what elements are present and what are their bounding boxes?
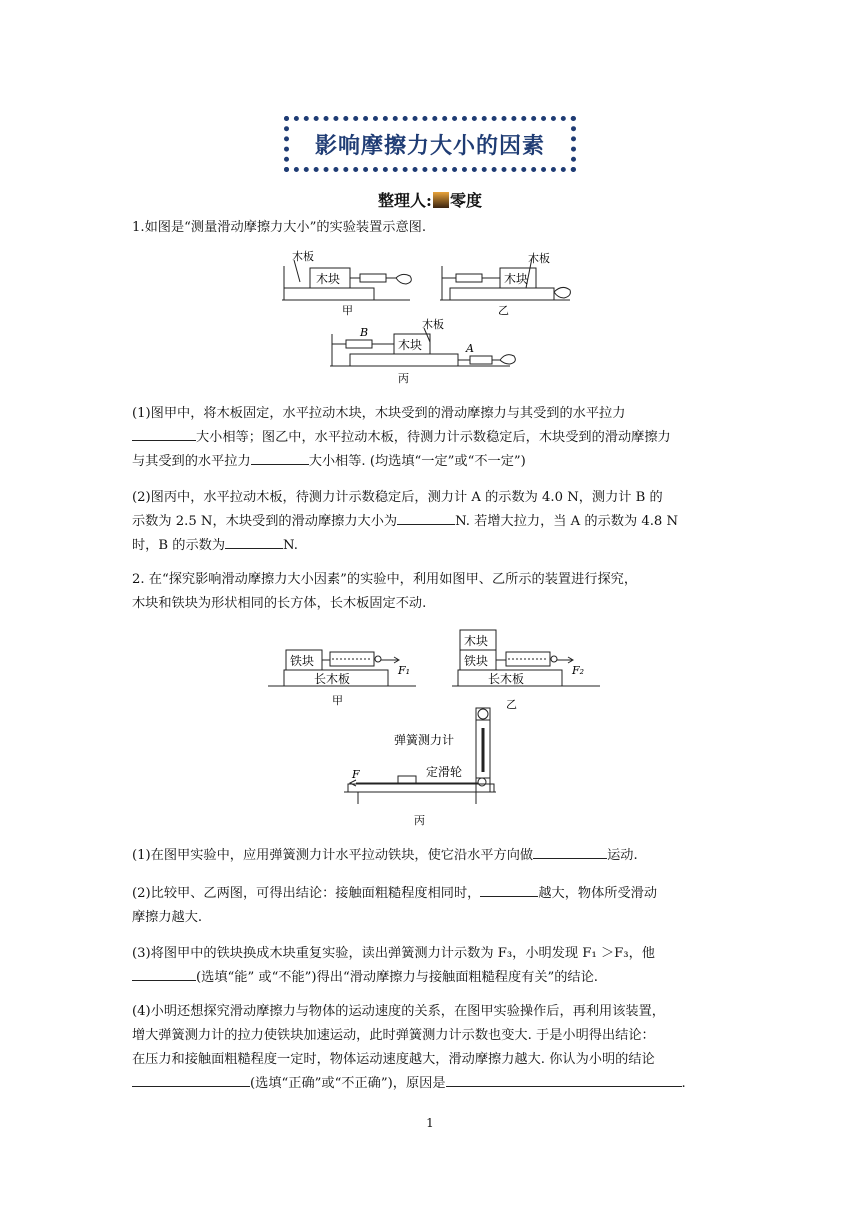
q2-blank-3[interactable]	[132, 966, 196, 981]
q1-part2	[132, 486, 732, 558]
q1-blank-2[interactable]	[251, 450, 309, 465]
q2-p4-line4b: (选填“正确”或“不正确”)，原因是	[250, 1076, 446, 1091]
fig2-pulley-label: 定滑轮	[426, 765, 463, 779]
q2-blank-1[interactable]	[533, 844, 607, 859]
q2-p4-line4c: .	[681, 1076, 686, 1091]
fig2-F-label: F	[352, 768, 360, 781]
q2-p1b: 运动.	[607, 848, 638, 863]
fig1-board-label: 木板	[292, 250, 314, 263]
fig1-jia-label: 甲	[342, 304, 353, 317]
q2-stem	[132, 568, 732, 616]
fig1-B-label: B	[360, 326, 369, 339]
sunset-icon	[433, 192, 449, 208]
fig2-F1-label: F₁	[398, 664, 411, 677]
title-box	[284, 116, 576, 172]
q1-p1-line3b: 大小相等. (均选填“一定”或“不一定”)	[308, 454, 526, 469]
q2-part2	[132, 882, 732, 930]
q2-part1	[132, 844, 732, 868]
q2-p3-line1: (3)将图甲中的铁块换成木块重复实验，读出弹簧测力计示数为 F₃，小明发现 F₁ ＞F₃，他	[132, 946, 655, 961]
q2-p4-line2: 增大弹簧测力计的拉力使铁块加速运动，此时弹簧测力计示数也变大. 于是小明得出结论：	[132, 1028, 655, 1043]
q1-p2-line3b: N.	[283, 538, 298, 553]
q2-part3	[132, 942, 732, 990]
fig1-board-label-3: 木板	[422, 318, 444, 331]
q2-p3-line2b: (选填“能” 或“不能”)得出“滑动摩擦力与接触面粗糙程度有关”的结论.	[196, 970, 598, 985]
fig1-bing-label: 丙	[398, 372, 409, 385]
q1-p2-line3a: 时，B 的示数为	[132, 538, 226, 553]
q1-blank-3[interactable]	[397, 510, 455, 525]
q1-stem: 1.如图是“测量滑动摩擦力大小”的实验装置示意图.	[132, 220, 427, 235]
q2-p2-line1a: (2)比较甲、乙两图，可得出结论：接触面粗糙程度相同时，	[132, 886, 481, 901]
author-line	[0, 188, 860, 211]
q1-p1-line2: 大小相等；图乙中，水平拉动木板，待测力计示数稳定后，木块受到的滑动摩擦力	[196, 430, 671, 445]
q2-blank-5[interactable]	[446, 1072, 682, 1087]
fig2-longboard-label: 长木板	[314, 672, 351, 686]
author-name: 零度	[449, 191, 482, 210]
q2-stem-line2: 木块和铁块为形状相同的长方体，长木板固定不动.	[132, 596, 427, 611]
fig2-longboard-label-2: 长木板	[488, 672, 525, 686]
q2-part4	[132, 1000, 732, 1096]
q2-figure	[266, 626, 606, 834]
fig1-board-label-2: 木板	[528, 252, 550, 265]
fig2-iron-label: 铁块	[290, 654, 315, 668]
fig2-wood-label: 木块	[464, 634, 489, 648]
fig2-F2-label: F₂	[572, 664, 585, 677]
fig1-A-label: A	[466, 342, 474, 355]
q1-part1	[132, 402, 732, 474]
q1-p1-line1: (1)图甲中，将木板固定，水平拉动木块，木块受到的滑动摩擦力与其受到的水平拉力	[132, 406, 626, 421]
q2-stem-line1: 2. 在“探究影响滑动摩擦力大小因素”的实验中，利用如图甲、乙所示的装置进行探究，	[132, 572, 638, 587]
q2-blank-2[interactable]	[480, 882, 538, 897]
q1-p2-line2b: N. 若增大拉力，当 A 的示数为 4.8 N	[455, 514, 679, 529]
fig1-block-label-2: 木块	[504, 272, 529, 286]
q2-p1a: (1)在图甲实验中，应用弹簧测力计水平拉动铁块，使它沿水平方向做	[132, 848, 534, 863]
q1-blank-1[interactable]	[132, 426, 196, 441]
fig2-bing-label: 丙	[414, 814, 425, 827]
q2-p4-line3: 在压力和接触面粗糙程度一定时，物体运动速度越大，滑动摩擦力越大. 你认为小明的结论	[132, 1052, 655, 1067]
q1-p1-line3a: 与其受到的水平拉力	[132, 454, 251, 469]
fig1-block-label: 木块	[316, 272, 341, 286]
q1-figure	[270, 248, 590, 392]
q2-p2-line2: 摩擦力越大.	[132, 910, 203, 925]
fig2-spring-label: 弹簧测力计	[394, 733, 455, 747]
page-title: 影响摩擦力大小的因素	[314, 133, 545, 159]
q1-p2-line1: (2)图丙中，水平拉动木板，待测力计示数稳定后，测力计 A 的示数为 4.0 N，测力计 B 的	[132, 490, 663, 505]
fig1-yi-label: 乙	[498, 304, 509, 317]
q2-blank-4[interactable]	[132, 1072, 250, 1087]
q2-p2-line1b: 越大，物体所受滑动	[538, 886, 658, 901]
fig1-block-label-3: 木块	[398, 338, 423, 352]
fig2-yi-label: 乙	[506, 698, 517, 711]
q1-p2-line2a: 示数为 2.5 N，木块受到的滑动摩擦力大小为	[132, 514, 398, 529]
fig2-jia-label: 甲	[332, 694, 343, 707]
author-prefix: 整理人:	[378, 191, 432, 210]
fig2-iron-label-2: 铁块	[464, 654, 489, 668]
q1-blank-4[interactable]	[225, 534, 283, 549]
page-number: 1	[426, 1116, 434, 1130]
q2-p4-line1: (4)小明还想探究滑动摩擦力与物体的运动速度的关系，在图甲实验操作后，再利用该装置，	[132, 1004, 665, 1019]
